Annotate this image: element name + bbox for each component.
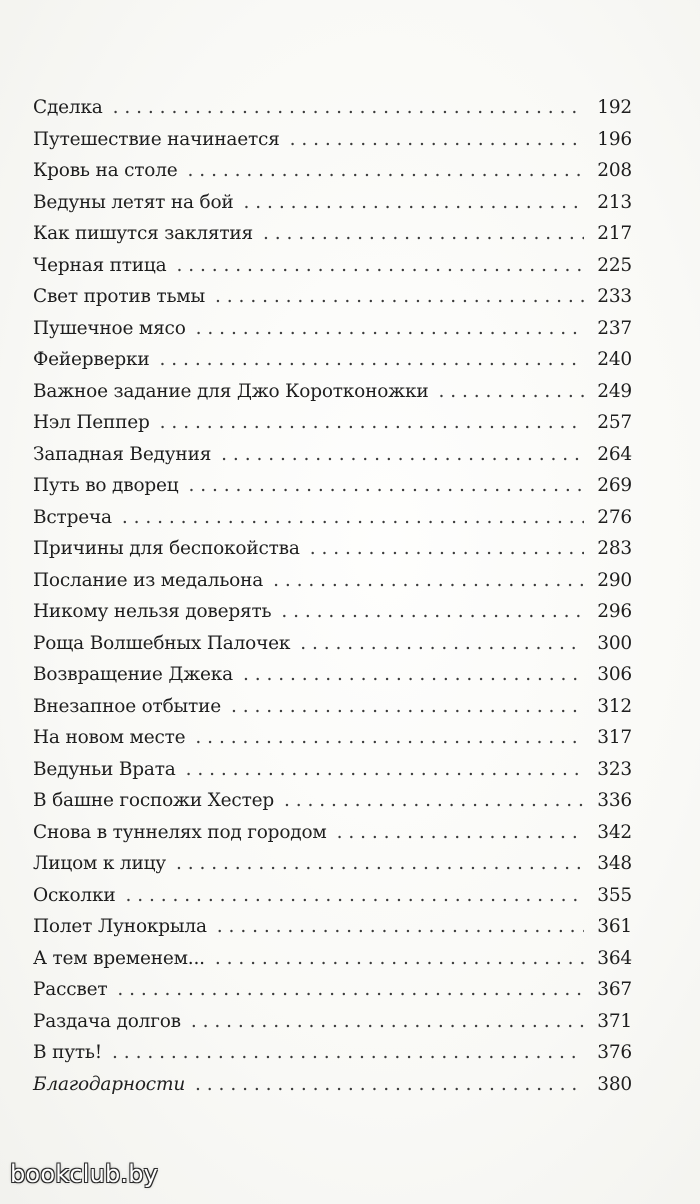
toc-entry [33, 376, 632, 408]
toc-entry-title: Нэл Пеппер [33, 412, 150, 433]
dot-leader [176, 848, 584, 880]
dot-leader [112, 1037, 584, 1069]
toc-entry-page: 361 [597, 916, 632, 937]
toc-entry-page: 371 [597, 1010, 632, 1032]
toc-entry-page: 237 [597, 317, 632, 339]
toc-entry [33, 281, 632, 313]
toc-entry-page: 225 [597, 254, 632, 276]
toc-entry-title: Как пишутся заклятия [33, 223, 254, 244]
toc-entry-title: Пушечное мясо [33, 317, 186, 339]
toc-entry [33, 250, 632, 282]
toc-entry [33, 187, 632, 219]
dot-leader [122, 502, 584, 534]
toc-entry [33, 407, 632, 439]
toc-entry-page: 323 [597, 758, 632, 780]
toc-entry-page: 300 [597, 632, 632, 654]
toc-entry-title: Ведуны летят на бой [33, 191, 234, 213]
toc-entry [33, 1069, 632, 1101]
dot-leader [244, 187, 584, 219]
toc-entry-title: Причины для беспокойства [33, 538, 300, 559]
dot-leader [117, 974, 584, 1006]
dot-leader [439, 376, 585, 408]
toc-entry-title: Ведуньи Врата [33, 758, 176, 780]
toc-entry [33, 974, 632, 1006]
toc-entry-title: Встреча [33, 506, 112, 528]
dot-leader [221, 439, 584, 471]
toc-entry-page: 257 [597, 412, 632, 433]
toc-entry [33, 1037, 632, 1069]
toc-entry-page: 217 [597, 223, 632, 244]
toc-entry-title: Никому нельзя доверять [33, 601, 272, 622]
toc-entry-title: Свет против тьмы [33, 286, 206, 307]
toc-entry-title: Полет Лунокрыла [33, 916, 207, 937]
toc-entry-page: 276 [597, 506, 632, 528]
dot-leader [125, 880, 584, 912]
toc-entry-title: Послание из медальона [33, 569, 264, 591]
toc-entry [33, 124, 632, 156]
table-of-contents [33, 92, 632, 1100]
dot-leader [113, 92, 584, 124]
dot-leader [263, 218, 584, 250]
toc-entry [33, 313, 632, 345]
toc-entry-page: 196 [597, 128, 632, 150]
toc-entry-page: 290 [597, 569, 632, 591]
toc-entry-page: 355 [597, 884, 632, 906]
toc-entry-title: В путь! [33, 1042, 103, 1063]
toc-entry [33, 439, 632, 471]
toc-entry-page: 192 [597, 97, 632, 118]
toc-entry [33, 817, 632, 849]
toc-entry [33, 502, 632, 534]
toc-entry-page: 208 [597, 160, 632, 181]
toc-entry-page: 380 [597, 1073, 632, 1095]
toc-entry-title: В башне госпожи Хестер [33, 790, 274, 811]
toc-entry-title: Путешествие начинается [33, 128, 280, 150]
toc-entry-title: Раздача долгов [33, 1010, 181, 1032]
dot-leader [160, 407, 584, 439]
toc-entry-title: Западная Ведуния [33, 443, 212, 465]
toc-entry-title: Осколки [33, 884, 116, 906]
toc-entry [33, 155, 632, 187]
toc-entry [33, 92, 632, 124]
toc-entry [33, 596, 632, 628]
toc-entry-title: На новом месте [33, 727, 186, 748]
toc-entry-title: Сделка [33, 97, 103, 118]
toc-entry-title: Внезапное отбытие [33, 695, 221, 717]
toc-entry-page: 306 [597, 664, 632, 685]
toc-entry [33, 943, 632, 975]
site-watermark: bookclub.by [10, 1160, 159, 1188]
toc-entry-title: Снова в туннелях под городом [33, 821, 327, 843]
toc-entry-title: Кровь на столе [33, 160, 178, 181]
toc-entry [33, 344, 632, 376]
toc-entry-page: 367 [597, 979, 632, 1000]
toc-entry-page: 264 [597, 443, 632, 465]
toc-entry-page: 336 [597, 790, 632, 811]
dot-leader [188, 155, 584, 187]
toc-entry [33, 628, 632, 660]
toc-entry [33, 659, 632, 691]
toc-entry [33, 880, 632, 912]
dot-leader [284, 785, 584, 817]
dot-leader [243, 659, 584, 691]
toc-entry-title: Роща Волшебных Палочек [33, 632, 291, 654]
toc-entry-title: Важное задание для Джо Коротконожки [33, 380, 429, 402]
toc-entry-page: 233 [597, 286, 632, 307]
toc-entry-title: Возвращение Джека [33, 664, 233, 685]
toc-entry-title: Фейерверки [33, 349, 150, 370]
toc-entry-page: 312 [597, 695, 632, 717]
toc-entry [33, 911, 632, 943]
dot-leader [188, 470, 584, 502]
toc-entry [33, 691, 632, 723]
dot-leader [215, 281, 584, 313]
toc-entry [33, 218, 632, 250]
toc-entry-page: 364 [597, 947, 632, 969]
toc-entry-title: Благодарности [33, 1073, 186, 1095]
toc-entry [33, 722, 632, 754]
dot-leader [290, 124, 584, 156]
toc-entry-title: Лицом к лицу [33, 853, 166, 874]
dot-leader [195, 1069, 584, 1101]
toc-entry-page: 296 [597, 601, 632, 622]
dot-leader [281, 596, 584, 628]
dot-leader [231, 691, 584, 723]
dot-leader [191, 1006, 584, 1038]
toc-entry [33, 754, 632, 786]
dot-leader [186, 754, 584, 786]
toc-entry [33, 470, 632, 502]
toc-entry [33, 1006, 632, 1038]
dot-leader [217, 911, 584, 943]
dot-leader [273, 565, 584, 597]
toc-entry-title: А тем временем... [33, 947, 205, 969]
toc-entry-page: 240 [597, 349, 632, 370]
toc-entry [33, 785, 632, 817]
toc-entry [33, 533, 632, 565]
dot-leader [196, 313, 584, 345]
dot-leader [300, 628, 584, 660]
dot-leader [160, 344, 584, 376]
dot-leader [310, 533, 584, 565]
toc-entry-page: 317 [597, 727, 632, 748]
toc-entry-page: 348 [597, 853, 632, 874]
toc-entry-page: 342 [597, 821, 632, 843]
toc-entry-page: 249 [597, 380, 632, 402]
toc-entry-title: Рассвет [33, 979, 108, 1000]
dot-leader [337, 817, 584, 849]
toc-entry-page: 213 [597, 191, 632, 213]
toc-entry-title: Черная птица [33, 254, 167, 276]
dot-leader [215, 943, 584, 975]
toc-entry [33, 565, 632, 597]
toc-entry-title: Путь во дворец [33, 475, 179, 496]
toc-entry-page: 283 [597, 538, 632, 559]
dot-leader [195, 722, 584, 754]
toc-entry-page: 269 [597, 475, 632, 496]
dot-leader [176, 250, 584, 282]
toc-entry-page: 376 [597, 1042, 632, 1063]
toc-entry [33, 848, 632, 880]
